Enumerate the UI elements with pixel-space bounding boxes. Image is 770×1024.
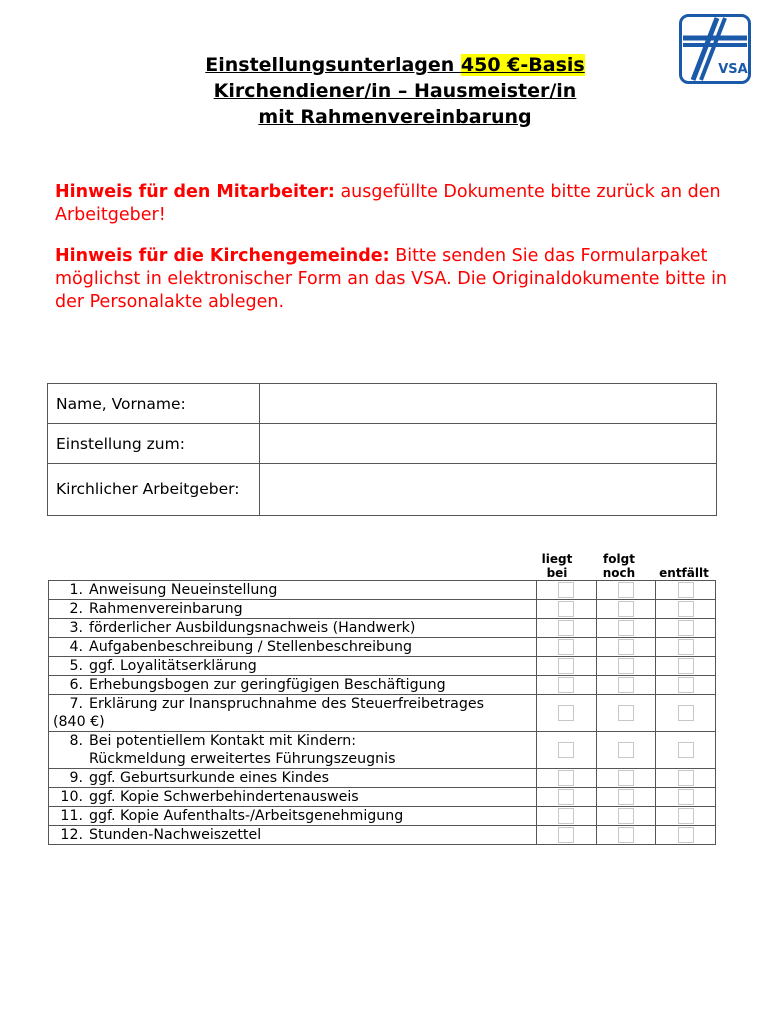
title-line-2: Kirchendiener/in – Hausmeister/in bbox=[213, 80, 577, 102]
checkbox-entfaellt[interactable] bbox=[678, 742, 694, 758]
document-label-continued: (840 €) bbox=[53, 714, 105, 730]
hint-employee: Hinweis für den Mitarbeiter: ausgefüllte Dokumente bitte zurück an den Arbeitgeber! bbox=[55, 182, 721, 225]
document-item bbox=[49, 695, 537, 732]
cell-liegt-bei bbox=[536, 619, 596, 638]
checkbox-folgt-noch[interactable] bbox=[618, 601, 634, 617]
cell-folgt-noch bbox=[596, 732, 656, 769]
checkbox-folgt-noch[interactable] bbox=[618, 620, 634, 636]
col-header-entfaellt: entfällt bbox=[659, 566, 709, 580]
title-line-3: mit Rahmenvereinbarung bbox=[258, 106, 532, 128]
document-item bbox=[49, 619, 537, 638]
checkbox-entfaellt[interactable] bbox=[678, 658, 694, 674]
title-highlight: 450 €-Basis bbox=[460, 54, 585, 76]
document-number: 9. bbox=[69, 770, 83, 786]
cell-folgt-noch bbox=[596, 638, 656, 657]
field-start-date[interactable] bbox=[260, 424, 717, 464]
checkbox-folgt-noch[interactable] bbox=[618, 742, 634, 758]
document-number: 12. bbox=[60, 827, 83, 843]
checkbox-entfaellt[interactable] bbox=[678, 620, 694, 636]
checkbox-folgt-noch[interactable] bbox=[618, 808, 634, 824]
table-row bbox=[49, 619, 716, 638]
cell-entfaellt bbox=[656, 638, 716, 657]
label-employer: Kirchlicher Arbeitgeber: bbox=[48, 464, 260, 516]
document-number: 10. bbox=[60, 789, 83, 805]
label-start-date: Einstellung zum: bbox=[48, 424, 260, 464]
cell-entfaellt bbox=[656, 600, 716, 619]
table-row bbox=[49, 807, 716, 826]
checkbox-liegt-bei[interactable] bbox=[558, 827, 574, 843]
checkbox-liegt-bei[interactable] bbox=[558, 677, 574, 693]
document-label: ggf. Kopie Schwerbehindertenausweis bbox=[89, 789, 359, 805]
page-title bbox=[80, 52, 710, 130]
document-item bbox=[49, 581, 537, 600]
cell-entfaellt bbox=[656, 657, 716, 676]
documents-checklist bbox=[48, 580, 716, 845]
cell-entfaellt bbox=[656, 807, 716, 826]
table-row bbox=[49, 657, 716, 676]
checkbox-folgt-noch[interactable] bbox=[618, 677, 634, 693]
checkbox-entfaellt[interactable] bbox=[678, 582, 694, 598]
col-header-liegt-bei: liegt bei bbox=[541, 552, 573, 580]
document-label: Erhebungsbogen zur geringfügigen Beschäftigung bbox=[89, 677, 446, 693]
title-line-1: Einstellungsunterlagen bbox=[205, 54, 461, 76]
document-label: Anweisung Neueinstellung bbox=[89, 582, 278, 598]
document-item bbox=[49, 676, 537, 695]
field-name[interactable] bbox=[260, 384, 717, 424]
cell-liegt-bei bbox=[536, 676, 596, 695]
cell-entfaellt bbox=[656, 619, 716, 638]
cell-liegt-bei bbox=[536, 769, 596, 788]
checkbox-folgt-noch[interactable] bbox=[618, 789, 634, 805]
document-item bbox=[49, 788, 537, 807]
document-item bbox=[49, 769, 537, 788]
document-label: Stunden-Nachweiszettel bbox=[89, 827, 262, 843]
document-label: ggf. Geburtsurkunde eines Kindes bbox=[89, 770, 329, 786]
cell-folgt-noch bbox=[596, 676, 656, 695]
document-label: Erklärung zur Inanspruchnahme des Steuerfreibetrages bbox=[89, 696, 484, 712]
cell-folgt-noch bbox=[596, 581, 656, 600]
checkbox-entfaellt[interactable] bbox=[678, 639, 694, 655]
checkbox-folgt-noch[interactable] bbox=[618, 827, 634, 843]
label-name: Name, Vorname: bbox=[48, 384, 260, 424]
document-item bbox=[49, 732, 537, 769]
checkbox-liegt-bei[interactable] bbox=[558, 582, 574, 598]
cell-entfaellt bbox=[656, 769, 716, 788]
cell-entfaellt bbox=[656, 695, 716, 732]
checkbox-entfaellt[interactable] bbox=[678, 827, 694, 843]
document-number: 3. bbox=[69, 620, 83, 636]
document-number: 4. bbox=[69, 639, 83, 655]
table-row bbox=[49, 638, 716, 657]
checkbox-folgt-noch[interactable] bbox=[618, 582, 634, 598]
checkbox-entfaellt[interactable] bbox=[678, 677, 694, 693]
table-row bbox=[49, 732, 716, 769]
checkbox-entfaellt[interactable] bbox=[678, 808, 694, 824]
document-label: förderlicher Ausbildungsnachweis (Handwerk) bbox=[89, 620, 416, 636]
document-number: 2. bbox=[69, 601, 83, 617]
cell-liegt-bei bbox=[536, 695, 596, 732]
checkbox-liegt-bei[interactable] bbox=[558, 770, 574, 786]
document-number: 5. bbox=[69, 658, 83, 674]
document-number: 6. bbox=[69, 677, 83, 693]
checkbox-folgt-noch[interactable] bbox=[618, 658, 634, 674]
checkbox-folgt-noch[interactable] bbox=[618, 770, 634, 786]
cell-folgt-noch bbox=[596, 826, 656, 845]
cell-liegt-bei bbox=[536, 788, 596, 807]
cell-folgt-noch bbox=[596, 600, 656, 619]
cell-folgt-noch bbox=[596, 807, 656, 826]
document-label: Bei potentiellem Kontakt mit Kindern: bbox=[89, 733, 357, 749]
checkbox-entfaellt[interactable] bbox=[678, 770, 694, 786]
checkbox-entfaellt[interactable] bbox=[678, 601, 694, 617]
table-row bbox=[49, 769, 716, 788]
document-label: Aufgabenbeschreibung / Stellenbeschreibung bbox=[89, 639, 413, 655]
checkbox-folgt-noch[interactable] bbox=[618, 639, 634, 655]
document-item bbox=[49, 600, 537, 619]
document-number: 1. bbox=[69, 582, 83, 598]
table-row bbox=[49, 788, 716, 807]
document-item bbox=[49, 826, 537, 845]
table-row bbox=[49, 826, 716, 845]
cell-liegt-bei bbox=[536, 732, 596, 769]
checkbox-entfaellt[interactable] bbox=[678, 789, 694, 805]
cell-folgt-noch bbox=[596, 769, 656, 788]
document-item bbox=[49, 638, 537, 657]
table-row bbox=[49, 581, 716, 600]
checkbox-liegt-bei[interactable] bbox=[558, 705, 574, 721]
cell-entfaellt bbox=[656, 732, 716, 769]
document-number: 7. bbox=[69, 696, 83, 712]
cell-folgt-noch bbox=[596, 788, 656, 807]
cell-liegt-bei bbox=[536, 826, 596, 845]
document-number: 8. bbox=[69, 733, 83, 749]
hint-parish: Hinweis für die Kirchengemeinde: Bitte senden Sie das Formularpaket möglichst in elektronischer Form an das VSA. Die Originaldokumente bitte in der Personalakte ablegen. bbox=[55, 246, 728, 312]
cell-entfaellt bbox=[656, 788, 716, 807]
cell-liegt-bei bbox=[536, 600, 596, 619]
document-number: 11. bbox=[60, 808, 83, 824]
checkbox-liegt-bei[interactable] bbox=[558, 601, 574, 617]
employee-info-table bbox=[47, 383, 717, 516]
cell-liegt-bei bbox=[536, 807, 596, 826]
checkbox-liegt-bei[interactable] bbox=[558, 620, 574, 636]
cell-liegt-bei bbox=[536, 657, 596, 676]
table-row bbox=[49, 676, 716, 695]
field-employer[interactable] bbox=[260, 464, 717, 516]
cell-folgt-noch bbox=[596, 657, 656, 676]
cell-liegt-bei bbox=[536, 581, 596, 600]
cell-folgt-noch bbox=[596, 695, 656, 732]
checkbox-liegt-bei[interactable] bbox=[558, 742, 574, 758]
document-label-continued: Rückmeldung erweitertes Führungszeugnis bbox=[89, 751, 396, 767]
checkbox-liegt-bei[interactable] bbox=[558, 789, 574, 805]
cell-folgt-noch bbox=[596, 619, 656, 638]
cell-liegt-bei bbox=[536, 638, 596, 657]
checkbox-folgt-noch[interactable] bbox=[618, 705, 634, 721]
checkbox-entfaellt[interactable] bbox=[678, 705, 694, 721]
logo-text: VSA bbox=[718, 62, 748, 77]
document-label: ggf. Kopie Aufenthalts-/Arbeitsgenehmigung bbox=[89, 808, 404, 824]
document-label: ggf. Loyalitätserklärung bbox=[89, 658, 257, 674]
document-item bbox=[49, 807, 537, 826]
col-header-folgt-noch: folgt noch bbox=[602, 552, 636, 580]
document-label: Rahmenvereinbarung bbox=[89, 601, 243, 617]
checkbox-liegt-bei[interactable] bbox=[558, 808, 574, 824]
checkbox-liegt-bei[interactable] bbox=[558, 639, 574, 655]
cell-entfaellt bbox=[656, 581, 716, 600]
cell-entfaellt bbox=[656, 826, 716, 845]
table-row bbox=[49, 600, 716, 619]
document-item bbox=[49, 657, 537, 676]
checkbox-liegt-bei[interactable] bbox=[558, 658, 574, 674]
cell-entfaellt bbox=[656, 676, 716, 695]
table-row bbox=[49, 695, 716, 732]
